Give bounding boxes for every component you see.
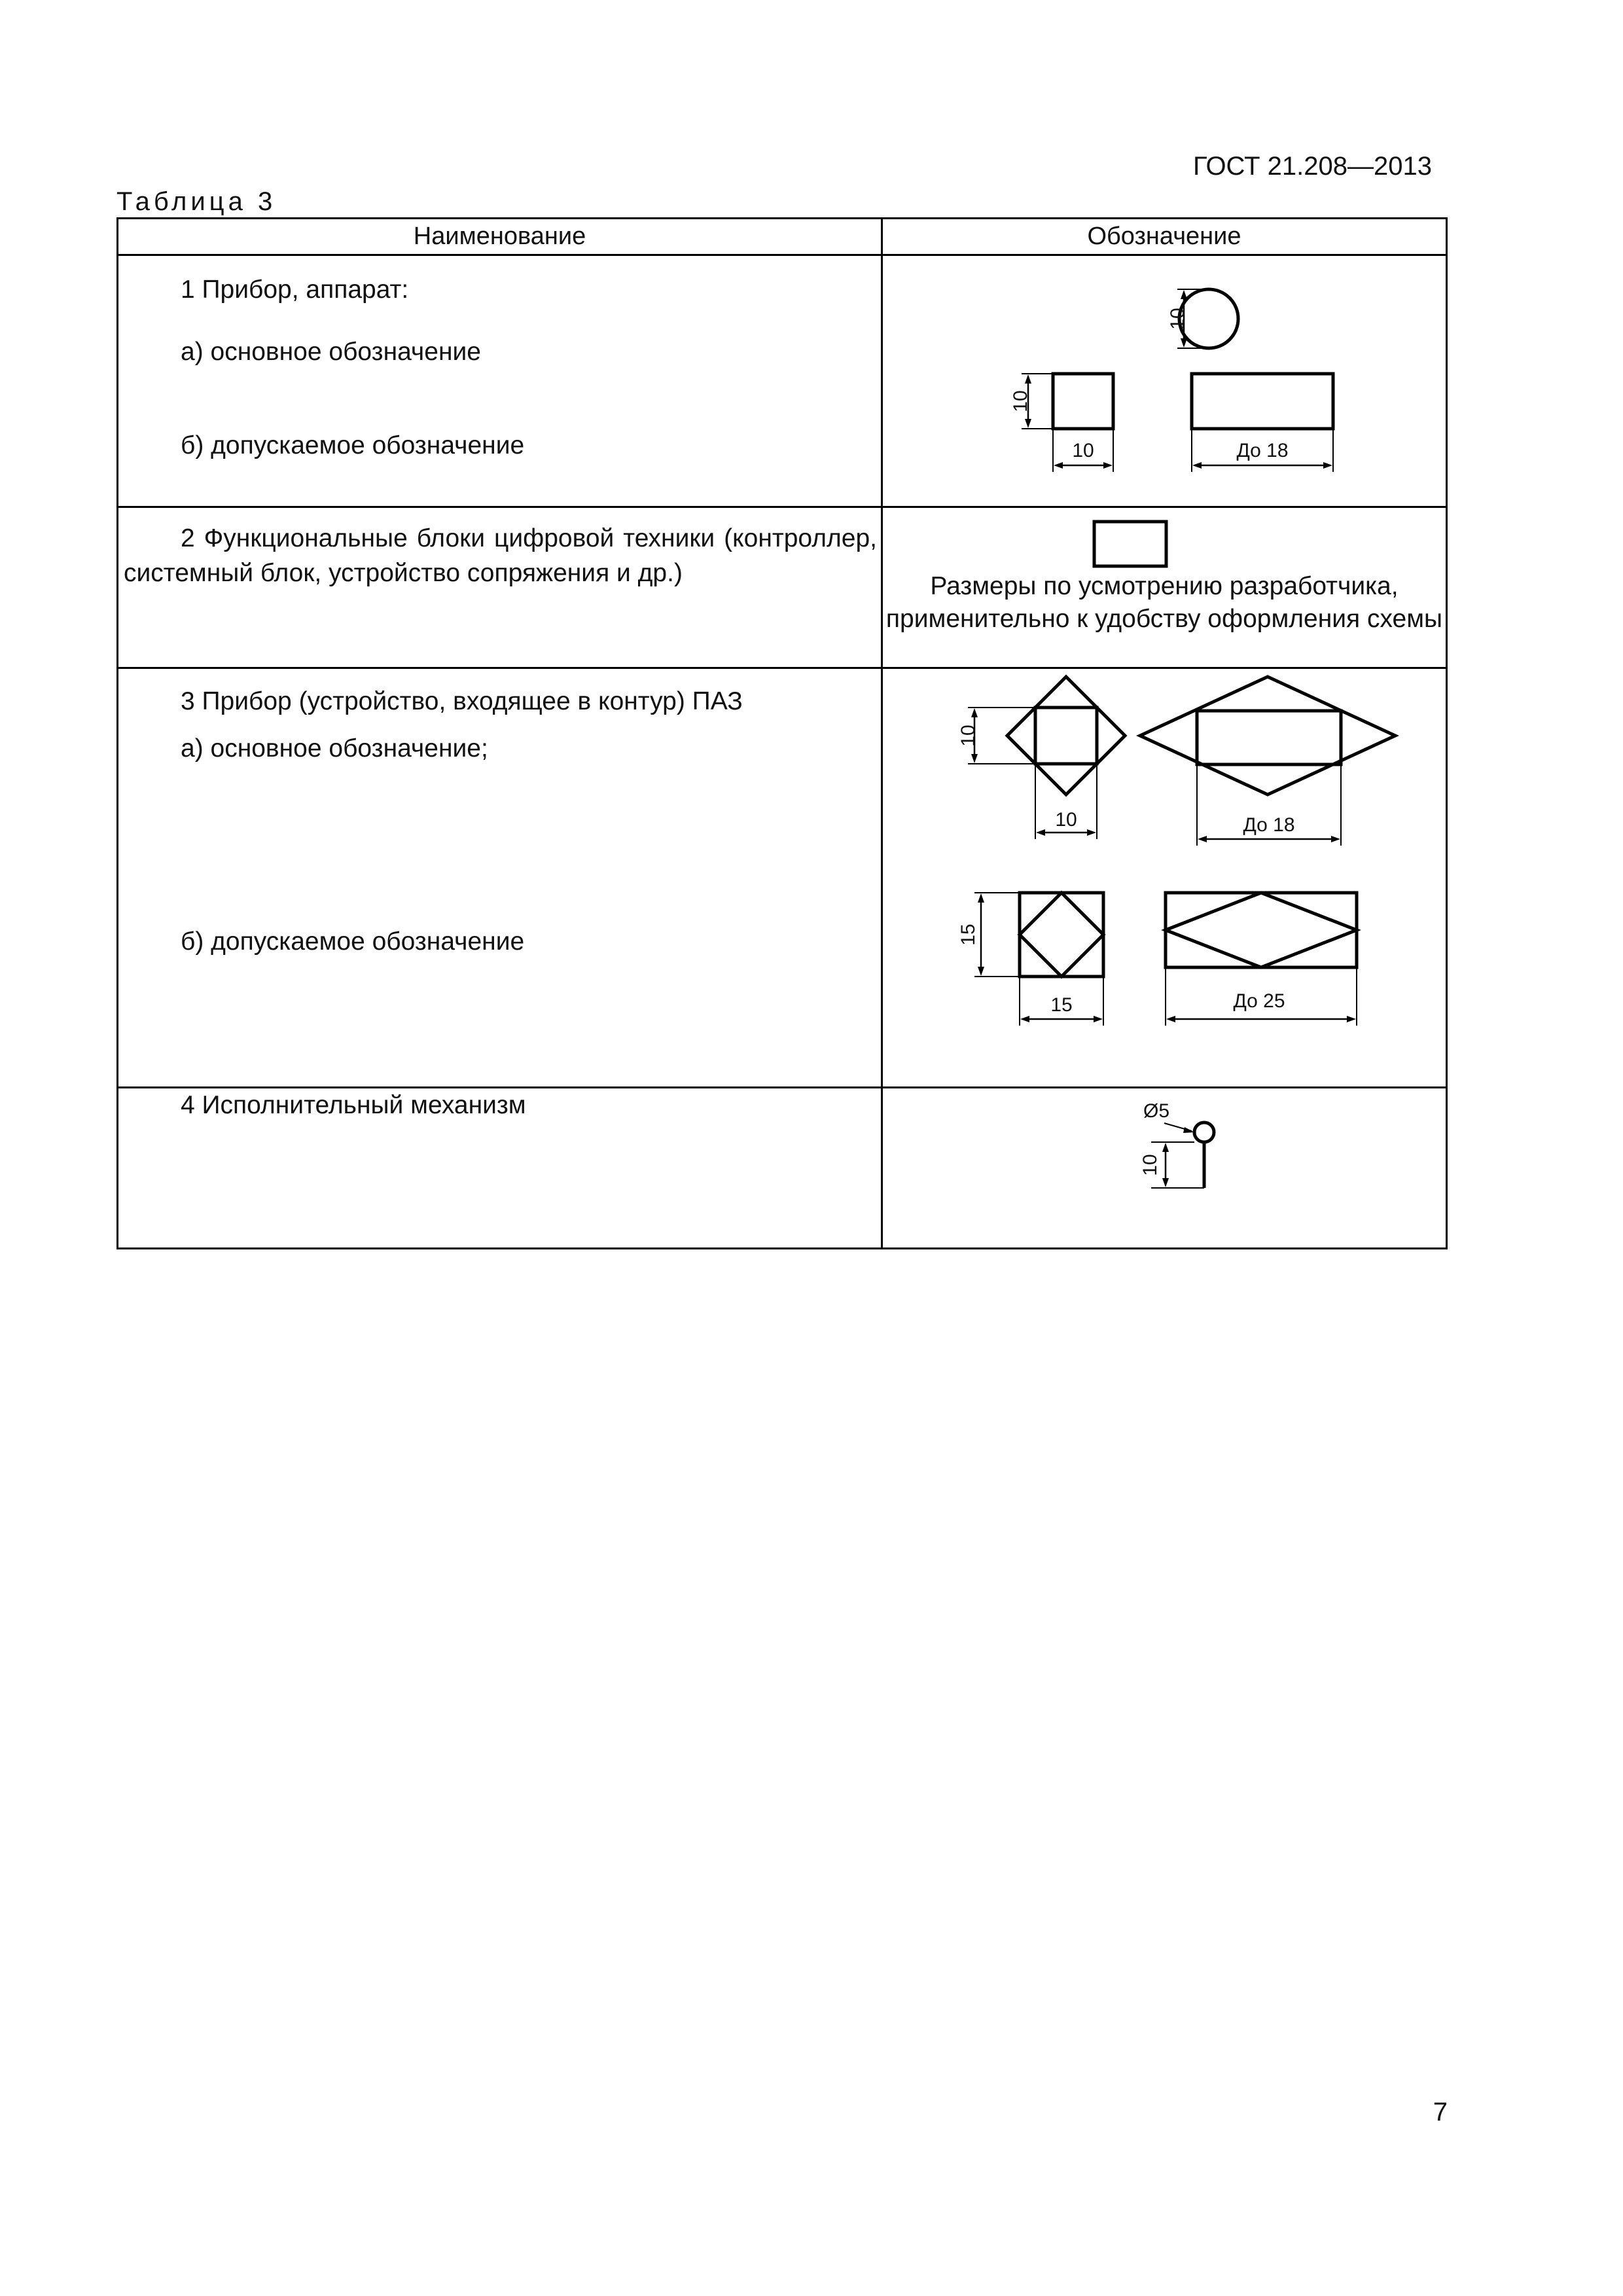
row4-title: 4 Исполнительный механизм [181,1090,526,1119]
device-square-symbol [1053,374,1113,429]
row3-symbol-cell [882,668,1447,1087]
device-rect-symbol [1192,374,1333,429]
paz-rect-diamond-symbol [1166,893,1357,967]
dim-a-width: 10 [1055,809,1077,831]
header-name: Наименование [118,219,882,255]
dim-square-width: 10 [1072,440,1094,462]
row2-symbol-cell [882,507,1447,668]
row1-symbol-cell [882,255,1447,507]
row3-title: 3 Прибор (устройство, входящее в контур) ПАЗ [181,687,743,716]
functional-block-symbol [1094,522,1166,566]
row1-item-b: б) допускаемое обозначение [181,431,525,460]
row1-item-a: а) основное обозначение [181,338,481,367]
dim-square-height: 10 [1010,390,1031,412]
dim-diameter: Ø5 [1143,1100,1170,1122]
row2-text: 2 Функциональные блоки цифровой техники (контроллер, системный блок, устройство сопряжения и др.) [124,524,877,588]
row4-symbol-cell [882,1087,1447,1248]
table-row [118,255,1447,507]
header-symbol: Обозначение [882,219,1447,255]
row4-drawing [883,1088,1450,1249]
dim-actuator-height: 10 [1139,1154,1161,1176]
paz-square-diamond-symbol [1020,893,1103,977]
dim-b-rect-width: До 25 [1233,990,1285,1013]
row2-name-cell [118,507,882,668]
document-code: ГОСТ 21.208—2013 [1193,152,1432,181]
page-number: 7 [1433,2098,1448,2126]
table-row [118,668,1447,1087]
dim-rect-width: До 18 [1236,440,1289,462]
table-caption: Таблица 3 [116,187,277,216]
dim-circle-height: 10 [1167,308,1188,330]
row2-note: Размеры по усмотрению разработчика, применительно к удобству оформления схемы [885,572,1443,634]
row4-name-cell [118,1087,882,1248]
row1-drawing [883,256,1450,507]
symbols-table [116,217,1448,1249]
row3-drawing [883,669,1450,1086]
row1-name-cell [118,255,882,507]
row3-item-b: б) допускаемое обозначение [181,927,525,956]
row3-item-a: а) основное обозначение; [181,734,488,763]
row1-title: 1 Прибор, аппарат: [181,276,409,304]
table-row [118,507,1447,668]
paz-diamond-square-symbol [1007,677,1125,795]
paz-hex-rect-symbol [1140,677,1395,795]
table-row [118,1087,1447,1248]
actuator-circle-symbol [1194,1122,1214,1142]
dim-a-rect-width: До 18 [1243,814,1295,836]
row2-drawing [883,508,1450,573]
row3-name-cell [118,668,882,1087]
dim-a-height: 10 [957,725,979,747]
table-header-row [118,219,1447,255]
dim-b-height: 15 [957,924,979,946]
dim-b-width: 15 [1050,994,1073,1016]
